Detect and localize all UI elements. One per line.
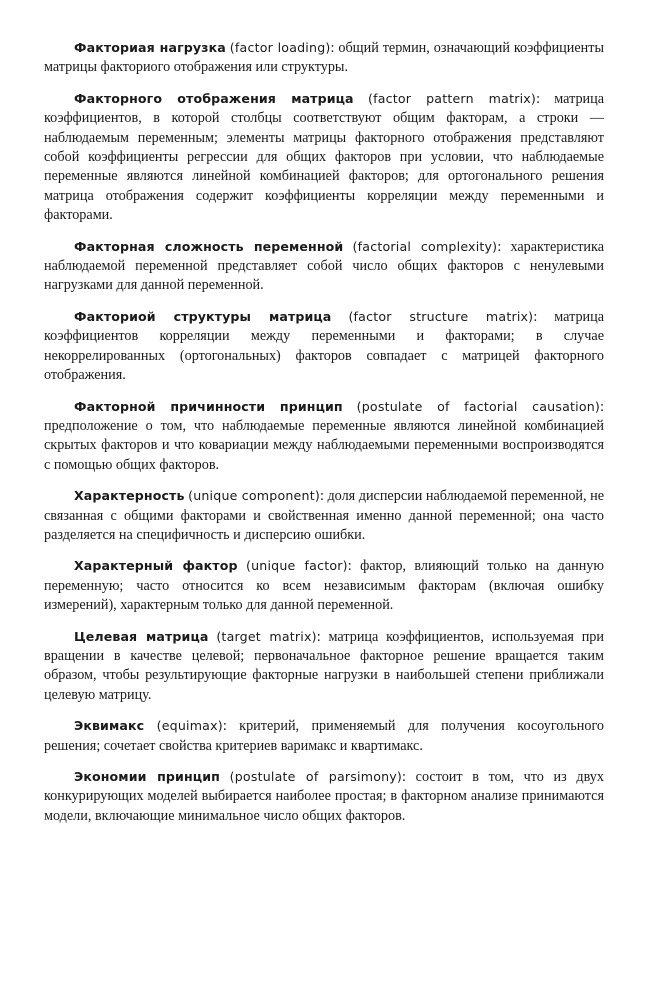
entry-definition: : доля дисперсии наблюдаемой переменной, не связанная с общими факторами и свойственная именно данной переменной; она часто разделяется на специфичность и дисперсию ошибки.: [44, 488, 604, 543]
glossary-entry-unique-factor: [44, 556, 604, 615]
entry-term: Факторного отображения матрица: [74, 90, 354, 106]
glossary-page: [44, 38, 604, 837]
entry-definition: : матрица коэффициентов, в которой столбцы соответствуют общим факторам, а строки — наблюдаемым переменным; элементы матрицы факторного отображения представляют собой коэффициенты регрессии для общих факторов при условии, что наблюдаемые переменные являются линейной комбинацией факторов; для ортогонального решения матрица отображения содержит коэффициенты корреляции между переменными и факторами.: [44, 90, 605, 224]
entry-term: Характерный фактор: [74, 558, 238, 574]
glossary-entry-equimax: [44, 716, 604, 756]
entry-definition: : матрица коэффициентов, используемая при вращении в качестве целевой; первоначальное факторное решение вращается таким образом, чтобы результирующие факторные нагрузки в наибольшей степени приближали целевую матрицу.: [44, 628, 604, 703]
entry-english-term: (equimax): [156, 718, 223, 734]
entry-english-term: (target matrix): [216, 628, 317, 644]
entry-definition: : критерий, применяемый для получения косоугольного решения; сочетает свойства критериев варимакс и квартимакс.: [44, 718, 604, 754]
entry-english-term: (factorial complexity): [352, 238, 498, 254]
entry-english-term: (factor pattern matrix): [367, 90, 537, 106]
entry-english-term: (factor structure matrix): [348, 308, 534, 324]
entry-term: Факториая нагрузка: [74, 40, 226, 55]
glossary-entry-unique-component: [44, 486, 604, 545]
entry-definition: : общий термин, означающий коэффициенты матрицы факториого отображения или структуры.: [44, 40, 604, 76]
entry-term: Факториой структуры матрица: [74, 308, 332, 324]
entry-term: Факторная сложность переменной: [74, 238, 344, 254]
glossary-entry-parsimony: [44, 767, 604, 826]
entry-term: Факторной причинности принцип: [74, 398, 343, 414]
entry-term: Экономии принцип: [74, 769, 220, 784]
glossary-entry-factor-loading: [44, 38, 604, 78]
entry-english-term: (postulate of factorial causation): [356, 398, 601, 414]
entry-english-term: (factor loading): [229, 40, 331, 55]
entry-term: Характерность: [74, 488, 185, 504]
entry-english-term: (unique component): [188, 488, 320, 504]
glossary-entry-factorial-complexity: [44, 237, 604, 296]
glossary-entry-target-matrix: [44, 627, 604, 706]
entry-term: Эквимакс: [74, 718, 145, 734]
glossary-entry-factor-structure-matrix: [44, 307, 604, 386]
glossary-entry-factor-pattern-matrix: [44, 89, 604, 226]
entry-definition: : предположение о том, что наблюдаемые переменные являются линейной комбинацией скрытых факторов и что ковариации между наблюдаемыми переменными воспроизводятся с помощью общих факторов.: [44, 398, 605, 473]
entry-definition: : фактор, влияющий только на данную переменную; часто относится ко всем независимым факторам (включая ошибку измерений), характерным только для данной переменной.: [44, 558, 604, 614]
entry-definition: : характеристика наблюдаемой переменной представляет собой число общих факторов с ненулевыми нагрузками для данной переменной.: [44, 238, 605, 294]
entry-definition: : состоит в том, что из двух конкурирующих моделей выбирается наиболее простая; в факторном анализе принимаются модели, включающие минимальное число общих факторов.: [44, 769, 604, 824]
entry-english-term: (postulate of parsimony): [229, 769, 403, 784]
entry-definition: : матрица коэффициентов корреляции между переменными и факторами; в случае некоррелированных (ортогональных) факторов совпадает с матрицей факторного отображения.: [44, 308, 605, 384]
glossary-entry-factorial-causation: [44, 397, 604, 476]
entry-english-term: (unique factor): [245, 558, 348, 574]
entry-term: Целевая матрица: [74, 628, 209, 644]
